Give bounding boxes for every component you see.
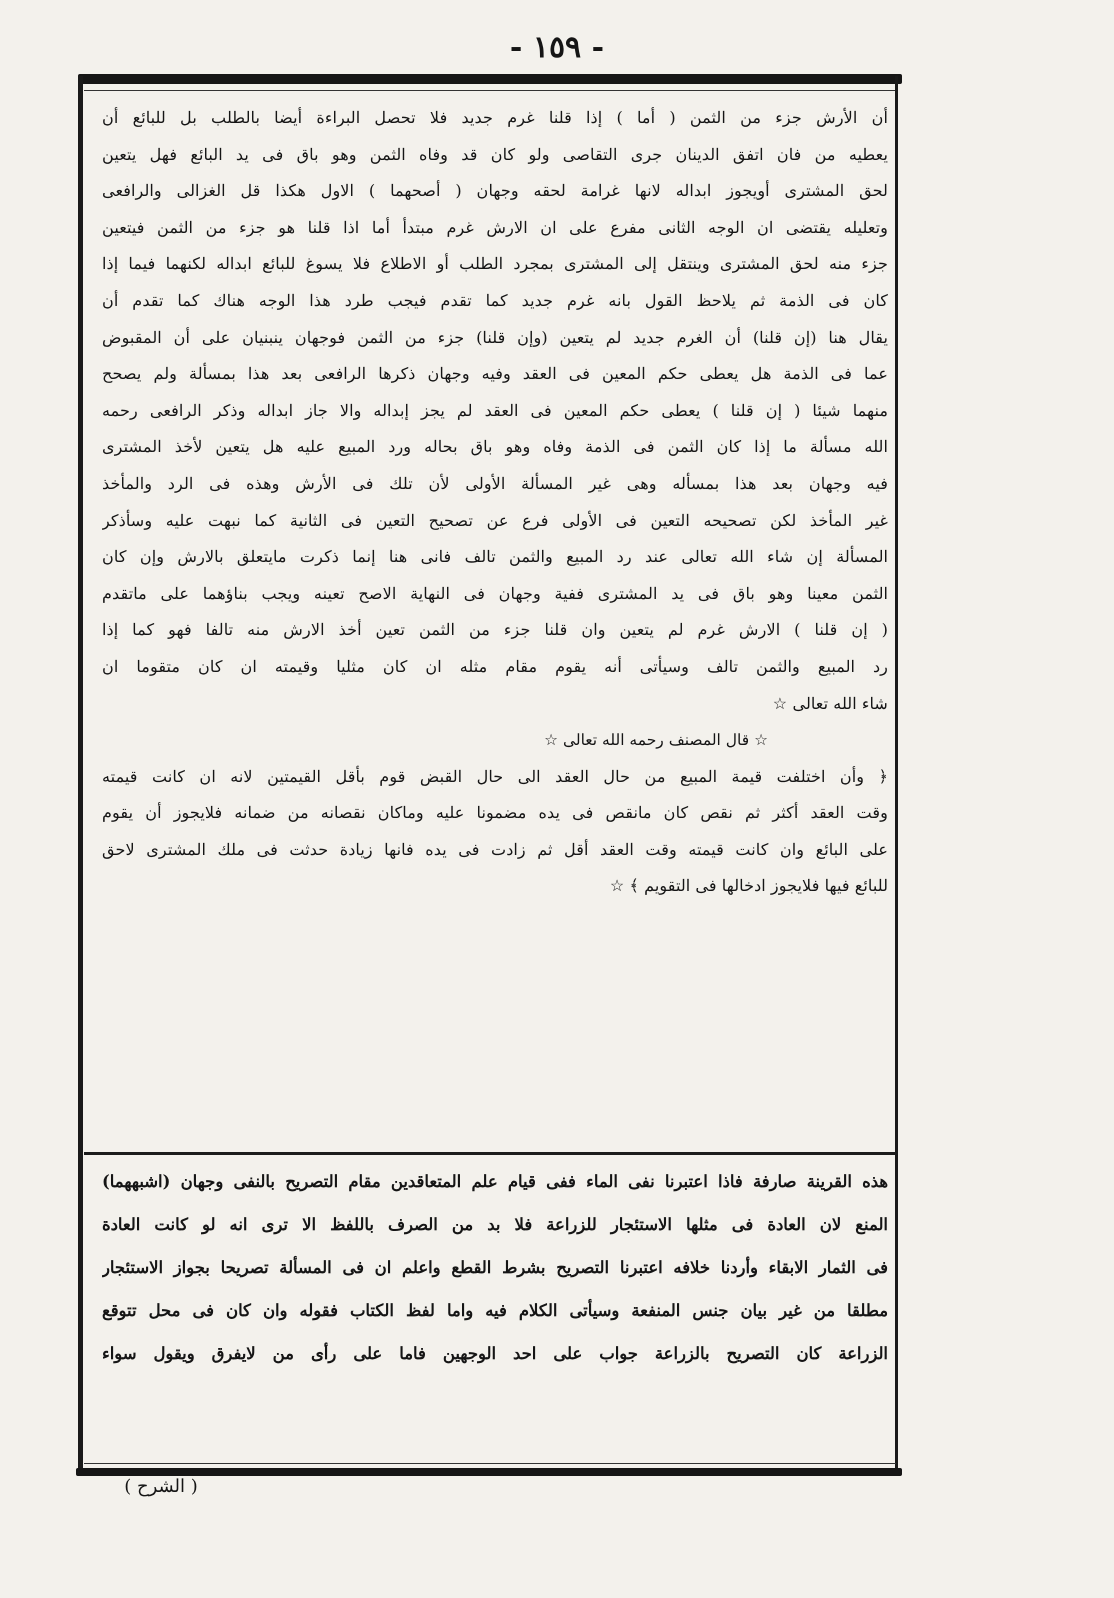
- section-divider-rule: [84, 1152, 896, 1155]
- main-text-line: منهما شيئا ( إن قلنا ) يعطى حكم المعين فى العقد لم يجز إبداله والا جاز ابداله وذكر الرافعى رحمه: [102, 400, 888, 420]
- commentary-text-line: المنع لان العادة فى مثلها الاستئجار للزراعة فلا بد من الصرف باللفظ الا ترى انه لو كانت العادة: [102, 1215, 888, 1234]
- commentary-text-line: هذه القرينة صارفة فاذا اعتبرنا نفى الماء ففى قيام علم المتعاقدين مقام التصريح بالنفى وجهان (اشبههما): [102, 1172, 888, 1191]
- page-number: - ١٥٩ -: [509, 30, 605, 65]
- main-text-line: الثمن معينا وهو باق فى يد المشترى ففية وجهان فى النهاية الاصح تعينه ويجب بناؤهما على ماتقدم: [102, 583, 888, 603]
- main-text-block: [102, 100, 888, 905]
- bottom-border-rule: [76, 1468, 902, 1476]
- main-text-line: فيه وجهان بعد هذا بمسأله وهى غير المسألة الأولى لأن تلك فى الأرش وهذه فى الرد والمأخذ: [102, 473, 888, 493]
- main-text-line: ( إن قلنا ) الارش غرم لم يتعين وان قلنا جزء من الثمن تعين أخذ الارش منه تالفا فهو كما إذا: [102, 620, 888, 640]
- main-text-line: شاء الله تعالى ☆: [772, 693, 888, 713]
- commentary-text-line: مطلقا من غير بيان جنس المنفعة وسيأتى الكلام فيه واما لفظ الكتاب فقوله وان كان فى محل تتوقع: [102, 1301, 888, 1320]
- commentary-text-line: الزراعة كان التصريح بالزراعة جواب على احد الوجهين فاما على رأى من لايفرق ويقول سواء: [102, 1344, 888, 1363]
- matn-text-line: وقت العقد أكثر ثم نقص كان مانقص فى يده مضمونا عليه وماكان نقصانه من ضمانه فلايجوز أن يقوم: [102, 803, 888, 823]
- commentary-text-block: [102, 1160, 888, 1375]
- main-text-line: يعطيه من فان اتفق الدينان جرى التقاصى ولو كان قد وفاه الثمن وهو باق فى يد البائع فهل يتعين: [102, 144, 888, 164]
- main-text-line: عما فى الذمة هل يعطى حكم المعين فى العقد وفيه وجهان ذكرها الرافعى بعد هذا بمسألة ولم يصحح: [102, 364, 888, 384]
- main-text-line: أن الأرش جزء من الثمن ( أما ) إذا قلنا غرم جديد فلا تحصل البراءة أيضا بالطلب بل للبائع أن: [102, 108, 888, 127]
- matn-text-line: ﴿ وأن اختلفت قيمة المبيع من حال العقد الى حال القبض قوم بأقل القيمتين لانه ان كانت قيمته: [102, 766, 888, 786]
- footer-label: ( الشرح ): [124, 1476, 198, 1497]
- matn-text-line: للبائع فيها فلايجوز ادخالها فى التقويم ﴾ ☆: [609, 876, 888, 896]
- main-text-line: المسألة إن شاء الله تعالى عند رد المبيع والثمن تالف فانى هنا إنما ذكرت مايتعلق بالارش وإن كان: [102, 547, 888, 567]
- main-text-line: وتعليله يقتضى ان الوجه الثانى مفرع على ان الارش غرم مبتدأ أما اذا قلنا هو جزء من الثمن فيتعين: [102, 217, 888, 237]
- commentary-text-line: فى الثمار الابقاء وأردنا خلافه اعتبرنا التصريح بشرط القطع واعلم ان فى المسألة تصريحا بجواز الاستئجار: [102, 1258, 888, 1277]
- main-text-line: رد المبيع والثمن تالف وسيأتى أنه يقوم مقام مثله ان كان مثليا وقيمته ان كان متقوما ان: [102, 656, 888, 676]
- main-text-line: كان فى الذمة ثم يلاحظ القول بانه غرم جديد كما تقدم فيجب طرد هذا الوجه هناك كما تقدم أن: [102, 290, 888, 310]
- main-text-line: الله مسألة ما إذا كان الثمن فى الذمة وفاه وهو باق بحاله ورد المبيع عليه هل يتعين لأخذ المشترى: [102, 437, 888, 457]
- main-text-line: جزء منه لحق المشترى وينتقل إلى المشترى بمجرد الطلب أو الاطلاع فلا يسوغ للبائع ابداله لكنهما فيما إذا: [102, 254, 888, 274]
- main-text-line: يقال هنا (إن قلنا) أن الغرم جديد لم يتعين (وإن قلنا) جزء من الثمن فوجهان ينبنيان على أن المقبوض: [102, 327, 888, 347]
- matn-text-line: على البائع وان كانت قيمته وقت العقد أقل ثم زادت فى يده فانها زيادة حدثت فى ملك المشترى لاحق: [102, 839, 888, 859]
- bottom-inner-rule: [84, 1463, 896, 1464]
- main-text-line: لحق المشترى أويجوز ابداله لانها غرامة لحقه وجهان ( أصحهما ) الاول هكذا قل الغزالى والرافعى: [102, 181, 888, 201]
- main-text-line: غير المأخذ لكن تصحيحه التعين فى الأولى فرع عن تصحيح التعين فى الثانية كما نبهت عليه وسأذكر: [102, 510, 888, 530]
- section-heading: ☆ قال المصنف رحمه الله تعالى ☆: [544, 731, 768, 750]
